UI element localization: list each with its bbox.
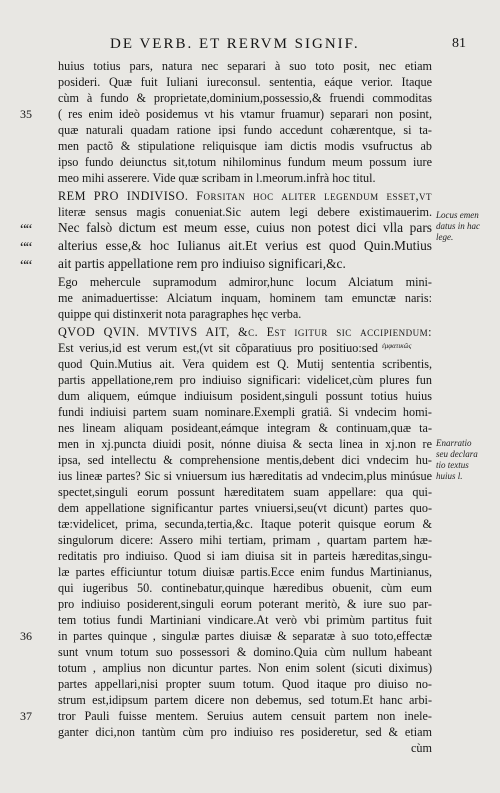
text-line: quippe qui distinxerit nota paragraphes hęc verba. <box>58 307 302 321</box>
text-line: ganter dici,non tantùm cùm pro indiuiso res posideretur, sed & etiam <box>58 725 432 739</box>
gloss-line: tio textus <box>436 460 469 470</box>
gloss-line: datus in hac <box>436 221 480 231</box>
text-line: Est verius,id est verum est,(vt sit cõparatiuus pro positiuo:sed <box>58 341 378 355</box>
quotation-mark: ““ <box>20 240 32 256</box>
text-line: ipsa, sed intellectu & comprehensione mentis,debent dici vndecim hu- <box>58 453 432 467</box>
text-line: ipso fundo deiunctus sit,totum nihilominus fundum meum possum iure <box>58 155 432 169</box>
text-line: tem totius fundi Martiniani vindicare.At verò vbi primùm partitus fuit <box>58 613 432 627</box>
text-line: strum est,idipsum partem dicere non debemus, sed totum.Et hanc arbi- <box>58 693 432 707</box>
text-line: cùm à fundo & proprietate,dominium,possessio,& fruendi commoditas <box>58 91 432 105</box>
text-line: sunt vnum totum suo possessori & domino.Quia cùm nullum habeant <box>58 645 432 659</box>
marginal-gloss <box>436 210 498 243</box>
text-line: qui iugeribus 50. continebatur,quinque hæredibus obuenit, cùm eum <box>58 581 432 595</box>
text-line: dem appellatione significantur partes vniuersi,seu(vt dicunt) partes quo- <box>58 501 432 515</box>
margin-line-number: 37 <box>20 709 32 723</box>
section-heading-line: QVOD QVIN. MVTIVS AIT, &c. Est igitur sic accipiendum: <box>58 325 432 339</box>
text-line: huius totius pars, natura nec separari à suo toto posit, nec etiam <box>58 59 432 73</box>
text-line: nes lineam aliquam posideant,eámque integram & continuam,quæ ta- <box>58 421 432 435</box>
margin-line-number: 36 <box>20 629 32 643</box>
quotation-mark: ““ <box>20 258 32 274</box>
text-line: ius lineæ partes? Sic si vniuersum ius hæreditatis ad vndecim,plus minúsue <box>58 469 432 483</box>
text-line: quæ naturali quadam ratione ipsi fundo accedunt cohærentque, si ta- <box>58 123 432 137</box>
text-line: dum aliquem, eúmque indiuisum posident,singuli possunt totius huius <box>58 389 432 403</box>
text-line: partis appellatione,rem pro indiuiso significari: videlicet,cùm plures fun <box>58 373 432 387</box>
text-line: in partes quinque , singulæ partes diuisæ & separatæ à suo toto,effectæ <box>58 629 432 643</box>
text-line: ( res enim ideò posidemus vt his vtamur fruamur) separari non posint, <box>58 107 432 121</box>
gloss-line: huius l. <box>436 471 463 481</box>
section-heading-line: REM PRO INDIVISO. Forsitan hoc aliter legendum esset,vt <box>58 189 432 203</box>
text-line: quod Quin.Mutius ait. Vera quidem est Q. Mutij sententia scribentis, <box>58 357 432 371</box>
text-line: læ partes efficiuntur totum diuisæ partis.Ecce enim fundus Martinianus, <box>58 565 432 579</box>
folio-number: 81 <box>452 36 466 51</box>
quoted-line: alterius esse,& hoc Iulianus ait.Et verius est quod Quin.Mutius <box>58 238 432 253</box>
gloss-line: lege. <box>436 232 454 242</box>
quotation-mark: ““ <box>20 222 32 238</box>
text-line: spectet,singuli eorum possunt hæreditatem suam appellare: qua qui- <box>58 485 432 499</box>
text-line: partes appellari,nisi propter suum totum. Quod itaque pro diuiso no- <box>58 677 432 691</box>
gloss-line: seu declara <box>436 449 478 459</box>
text-line: reditatis pro indiuiso. Quod si iam diuisa sit in parteis hæreditas,singu- <box>58 549 432 563</box>
text-line: meo mihi asserere. Vide quæ scribam in l.meorum.infrà hoc titul. <box>58 171 376 185</box>
text-line: literæ sensus magis conueniat.Sic autem legi debere existimauerim. <box>58 205 432 219</box>
marginal-gloss <box>436 438 498 482</box>
text-line: tror Pauli fuisse mentem. Seruius autem censuit partem non inele- <box>58 709 432 723</box>
text-line: men in xj.puncta diuidi posit, nónne diuisa & secta linea in xj.non re <box>58 437 432 451</box>
text-line: me animaduertisse: Alciatum inquam, hominem tam emunctæ naris: <box>58 291 432 305</box>
text-line: totum , amplius non dicuntur partes. Non enim solent (sicuti diximus) <box>58 661 432 675</box>
catchword: cùm <box>411 741 432 755</box>
text-line: pro indiuiso posiderent,singuli eorum poterant meritò, & iure suo par- <box>58 597 432 611</box>
text-line: men pactõ & stipulatione reliquisque iam dictis modis vsufructus ab <box>58 139 432 153</box>
text-line: singulorum dicere: Assero mihi tertiam, primam , quartam partem hæ- <box>58 533 432 547</box>
inline-greek-word: ἐμφατικῶς <box>382 342 412 350</box>
gloss-line: Locus emen <box>436 210 479 220</box>
quoted-line: Nec falsò dictum est meum esse, cuius non potest dici vlla pars <box>58 220 432 235</box>
margin-line-number: 35 <box>20 107 32 121</box>
quoted-line: ait partis appellatione rem pro indiuiso significari,&c. <box>58 256 346 271</box>
gloss-line: Enarratio <box>436 438 472 448</box>
running-head: DE VERB. ET RERVM SIGNIF. <box>110 36 360 52</box>
text-line: fundi indiuisi partem suam nominare.Exempli gratiâ. Si vndecim homi- <box>58 405 432 419</box>
text-line: posideri. Quæ fuit Iuliani iureconsul. sententia, eáque verior. Itaque <box>58 75 432 89</box>
text-line: tæ:videlicet, prima, secunda,tertia,&c. Itaque poterit quisque eorum & <box>58 517 432 531</box>
text-line: Ego mehercule supramodum admiror,hunc locum Alciatum mini- <box>58 275 432 289</box>
